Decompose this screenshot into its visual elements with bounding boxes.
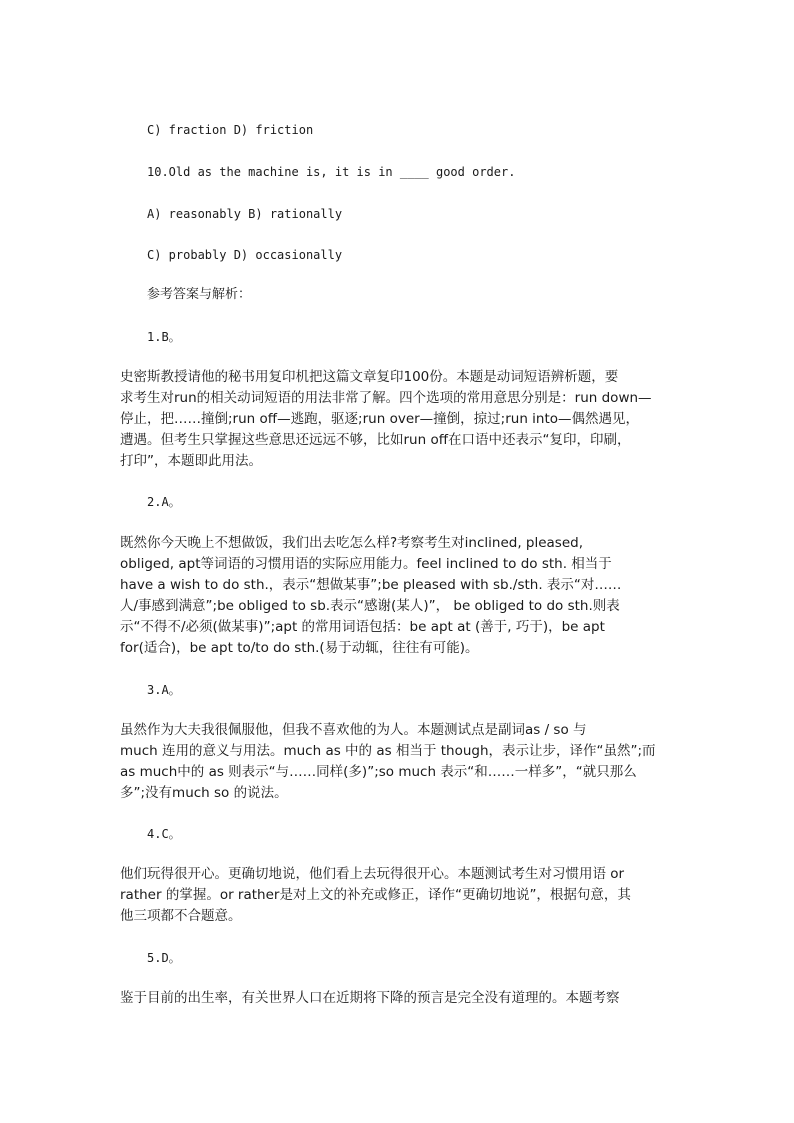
q10-options-ab: A) reasonably B) rationally bbox=[147, 207, 343, 221]
answer-explanation-3 bbox=[120, 720, 675, 804]
explanation-line: 既然你今天晚上不想做饭，我们出去吃怎么样?考察考生对inclined, pleased, bbox=[120, 535, 584, 551]
answer-label-5: 5.D。 bbox=[147, 951, 181, 965]
explanation-line: 他们玩得很开心。更确切地说，他们看上去玩得很开心。本题测试考生对习惯用语 or bbox=[120, 866, 625, 882]
answers-heading: 参考答案与解析： bbox=[147, 287, 252, 302]
explanation-line: as much中的 as 则表示“与……同样(多)”;so much 表示“和……一样多”，“就只那么 bbox=[120, 764, 637, 780]
explanation-line: rather 的掌握。or rather是对上文的补充或修正，译作“更确切地说”，根据句意，其 bbox=[120, 887, 631, 903]
explanation-line: 求考生对run的相关动词短语的用法非常了解。四个选项的常用意思分别是：run down— bbox=[120, 390, 652, 406]
explanation-line: 虽然作为大夫我很佩服他，但我不喜欢他的为人。本题测试点是副词as / so 与 bbox=[120, 722, 587, 738]
q10-stem: 10.Old as the machine is, it is in ____ good order. bbox=[147, 165, 516, 179]
answer-explanation-1 bbox=[120, 367, 675, 472]
explanation-line: much 连用的意义与用法。much as 中的 as 相当于 though，表示让步，译作“虽然”;而 bbox=[120, 743, 656, 759]
explanation-line: have a wish to do sth.，表示“想做某事”;be pleased with sb./sth. 表示“对…… bbox=[120, 577, 622, 593]
explanation-line: obliged, apt等词语的习惯用语的实际应用能力。feel inclined to do sth. 相当于 bbox=[120, 556, 612, 572]
explanation-line: for(适合)，be apt to/to do sth.(易于动辄，往往有可能)。 bbox=[120, 640, 479, 656]
explanation-line: 停止，把……撞倒;run off—逃跑，驱逐;run over—撞倒，掠过;run into—偶然遇见， bbox=[120, 411, 640, 427]
answer-label-1: 1.B。 bbox=[147, 330, 181, 344]
explanation-line: 史密斯教授请他的秘书用复印机把这篇文章复印100份。本题是动词短语辨析题，要 bbox=[120, 369, 619, 385]
answer-label-3: 3.A。 bbox=[147, 683, 181, 697]
answer-explanation-2 bbox=[120, 533, 675, 659]
explanation-line: 示“不得不/必须(做某事)”;apt 的常用词语包括：be apt at (善于, 巧于)，be apt bbox=[120, 619, 605, 635]
answer-explanation-4 bbox=[120, 864, 675, 927]
explanation-line: 遭遇。但考生只掌握这些意思还远远不够，比如run off在口语中还表示“复印，印刷， bbox=[120, 432, 631, 448]
answer-label-2: 2.A。 bbox=[147, 495, 181, 509]
answer-label-4: 4.C。 bbox=[147, 827, 181, 841]
explanation-line: 人/事感到满意”;be obliged to sb.表示“感谢(某人)”， be obliged to do sth.则表 bbox=[120, 598, 620, 614]
answer-explanation-5 bbox=[120, 988, 675, 1009]
q10-options-cd: C) probably D) occasionally bbox=[147, 248, 343, 262]
explanation-line: 鉴于目前的出生率，有关世界人口在近期将下降的预言是完全没有道理的。本题考察 bbox=[120, 990, 620, 1006]
explanation-line: 多”;没有much so 的说法。 bbox=[120, 785, 288, 801]
q9-options-cd: C) fraction D) friction bbox=[147, 123, 314, 137]
explanation-line: 他三项都不合题意。 bbox=[120, 908, 242, 924]
explanation-line: 打印”，本题即此用法。 bbox=[120, 453, 262, 469]
